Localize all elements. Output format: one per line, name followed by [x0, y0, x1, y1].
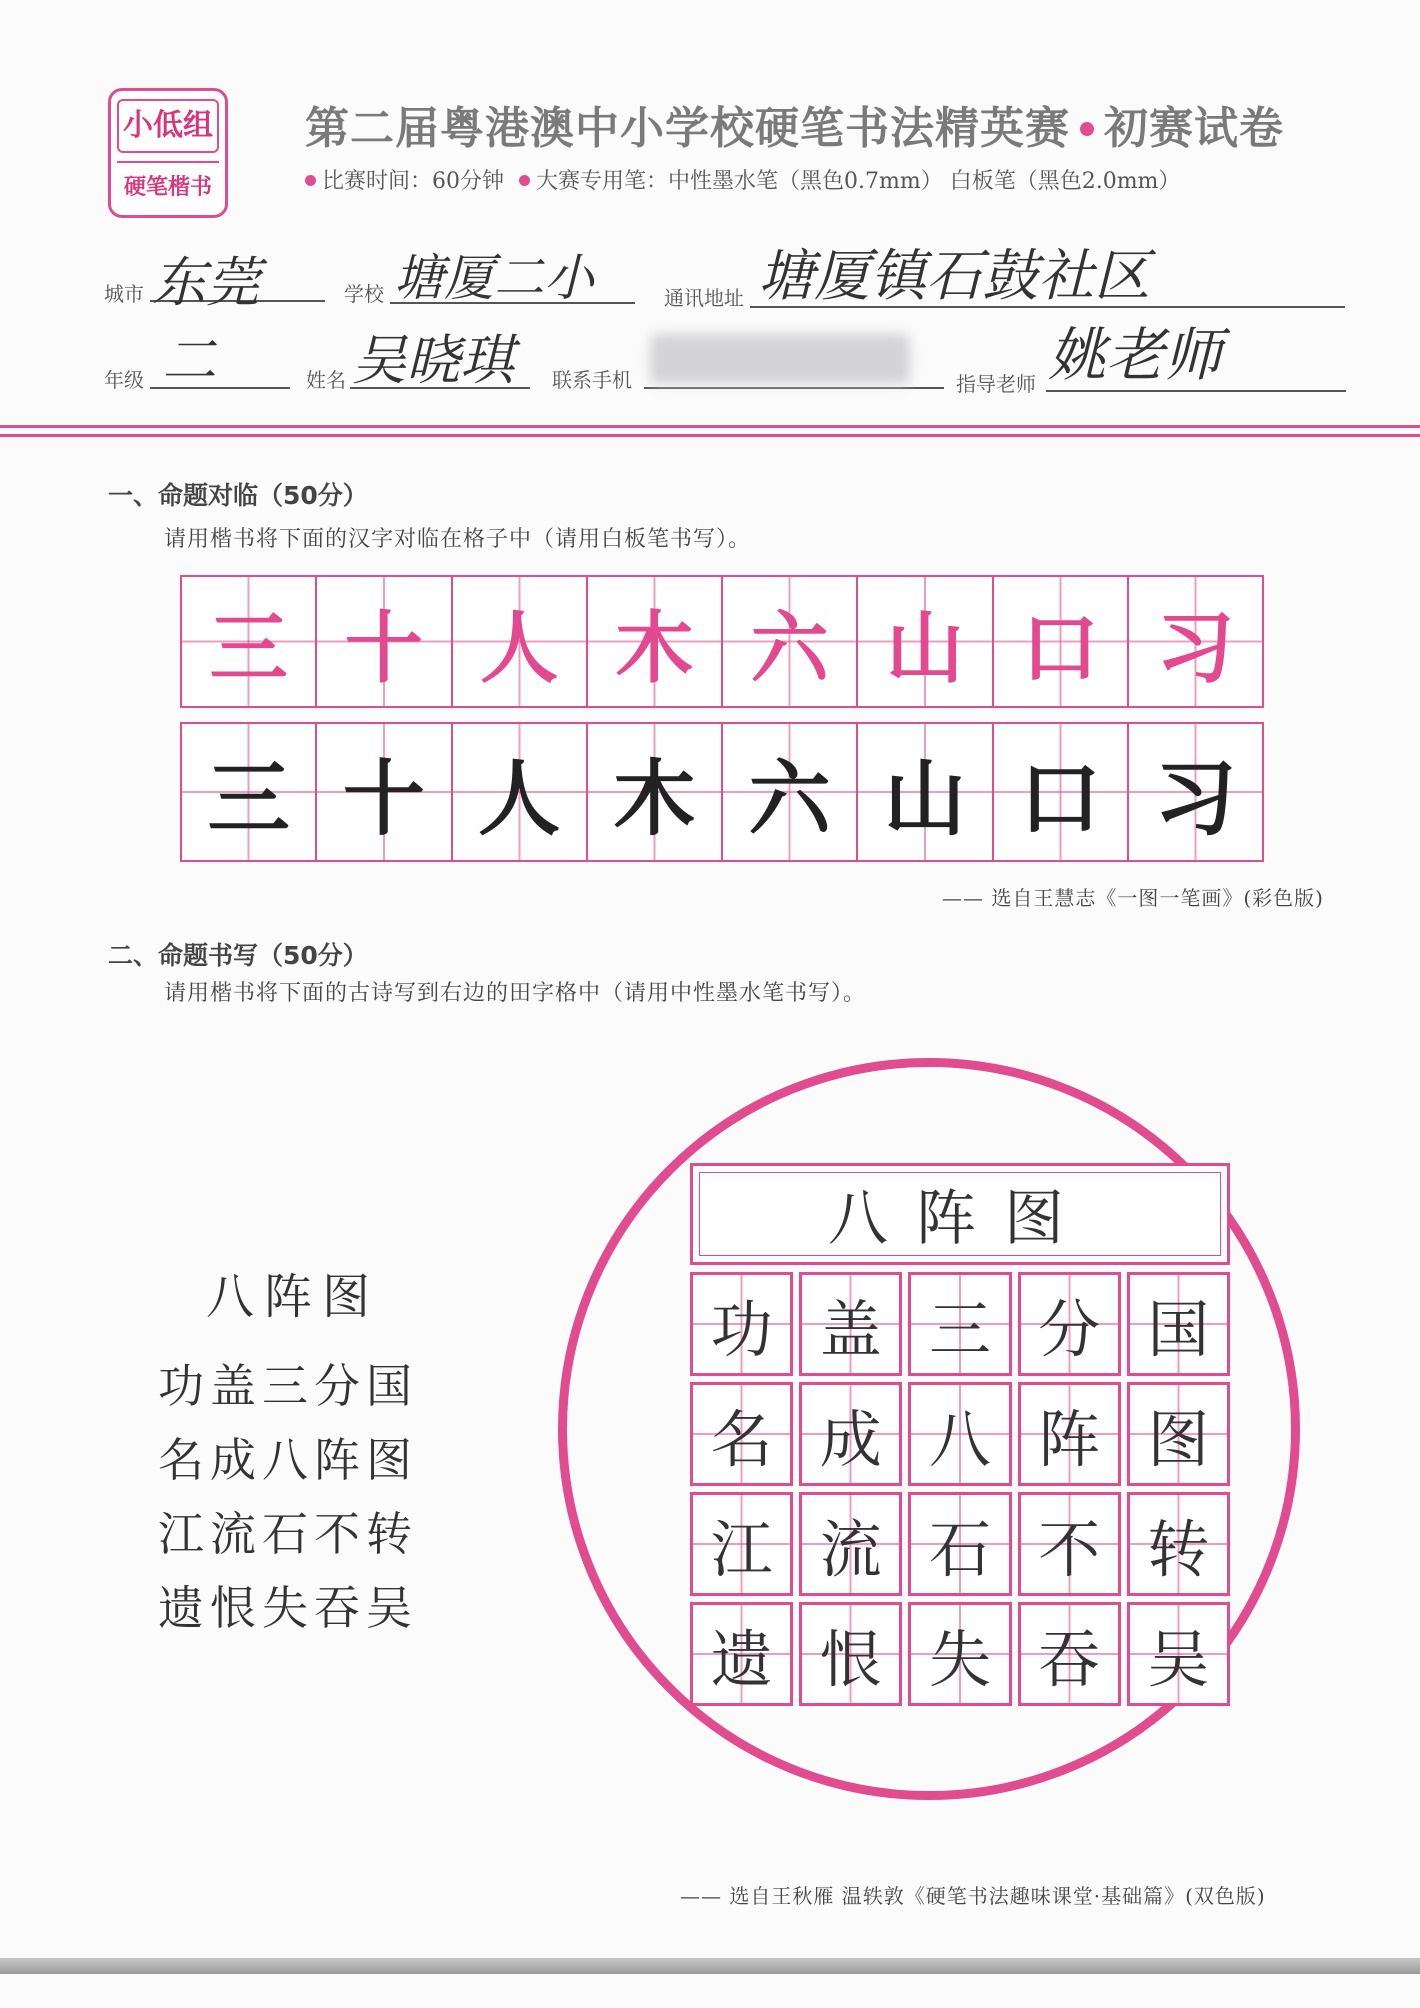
grid-cell — [182, 577, 317, 706]
grid-cell[interactable] — [317, 724, 452, 860]
section2-source: —— 选自王秋雁 温轶敦《硬笔书法趣味课堂·基础篇》(双色版) — [680, 1884, 1266, 1908]
written-title-box[interactable] — [690, 1163, 1230, 1265]
grade-label: 年级 — [104, 368, 144, 392]
exam-title — [305, 92, 1284, 156]
poem-line: 功盖三分国 — [158, 1359, 418, 1413]
written-char: 三 — [207, 751, 290, 847]
phone-label: 联系手机 — [552, 368, 632, 392]
header-divider — [0, 425, 1420, 428]
grid-cell — [317, 577, 452, 706]
grid-cell[interactable] — [994, 724, 1129, 860]
tianzige-row — [690, 1492, 1230, 1596]
section1-source: —— 选自王慧志《一图一笔画》(彩色版) — [942, 886, 1324, 910]
header-divider-second — [0, 434, 1420, 437]
bullet-dot-icon — [519, 175, 530, 186]
exam-title-main: 第二届粤港澳中小学校硬笔书法精英赛 — [305, 103, 1070, 154]
written-char: 木 — [613, 751, 696, 847]
poem-title: 八阵图 — [206, 1269, 381, 1325]
address-value: 塘厦镇石鼓社区 — [758, 244, 1150, 309]
model-char: 习 — [1156, 603, 1235, 694]
written-char: 习 — [1154, 751, 1237, 847]
written-poem-title: 八阵图 — [828, 1184, 1092, 1254]
written-char: 阵 — [1038, 1402, 1101, 1476]
written-char: 名 — [710, 1402, 773, 1476]
city-value: 东莞 — [152, 251, 260, 314]
written-char: 三 — [929, 1292, 992, 1366]
tianzige-cell[interactable] — [799, 1272, 902, 1376]
grid-cell[interactable] — [723, 724, 858, 860]
model-char: 十 — [344, 603, 423, 694]
address-label: 通讯地址 — [664, 286, 744, 310]
pen-info: 大赛专用笔：中性墨水笔（黑色0.7mm） 白板笔（黑色2.0mm） — [536, 169, 1181, 194]
tianzige-cell[interactable] — [1127, 1602, 1230, 1706]
written-char: 分 — [1038, 1292, 1101, 1366]
poem-line: 江流石不转 — [158, 1507, 418, 1561]
section2-description: 请用楷书将下面的古诗写到右边的田字格中（请用中性墨水笔书写）。 — [164, 981, 867, 1006]
written-char: 国 — [1147, 1292, 1210, 1366]
written-char: 八 — [929, 1402, 992, 1476]
school-value: 塘厦二小 — [394, 249, 594, 307]
grade-value: 二 — [162, 329, 216, 392]
written-char: 遗 — [710, 1622, 773, 1696]
grid-cell — [588, 577, 723, 706]
model-char: 木 — [615, 603, 694, 694]
model-char: 人 — [480, 603, 559, 694]
city-label: 城市 — [104, 282, 144, 306]
badge-category-label: 硬笔楷书 — [117, 161, 219, 211]
bullet-dot-icon — [1080, 122, 1094, 136]
model-char: 三 — [209, 603, 288, 694]
grid-cell — [858, 577, 993, 706]
written-char: 盖 — [819, 1292, 882, 1366]
tianzige-cell[interactable] — [690, 1602, 793, 1706]
time-info: 比赛时间：60分钟 — [322, 169, 504, 194]
model-char: 山 — [885, 603, 964, 694]
tianzige-cell[interactable] — [1127, 1382, 1230, 1486]
tianzige-cell[interactable] — [690, 1272, 793, 1376]
teacher-value: 姚老师 — [1048, 321, 1223, 389]
written-char: 石 — [929, 1512, 992, 1586]
written-char: 流 — [819, 1512, 882, 1586]
exam-info — [305, 164, 1180, 195]
poem-line: 名成八阵图 — [158, 1433, 418, 1487]
exam-title-suffix: 初赛试卷 — [1104, 103, 1284, 154]
name-value: 吴晓琪 — [352, 329, 514, 392]
teacher-label: 指导老师 — [956, 372, 1036, 396]
grid-cell[interactable] — [453, 724, 588, 860]
scan-bottom-edge — [0, 1958, 1420, 1974]
tianzige-cell[interactable] — [799, 1382, 902, 1486]
tianzige-cell[interactable] — [1018, 1602, 1121, 1706]
section2-title: 二、命题书写（50分） — [108, 941, 368, 970]
written-char: 口 — [1019, 751, 1102, 847]
grid-cell[interactable] — [588, 724, 723, 860]
badge-group-label: 小低组 — [117, 99, 219, 153]
grid-cell[interactable] — [858, 724, 993, 860]
tianzige-cell[interactable] — [1127, 1492, 1230, 1596]
tianzige-cell[interactable] — [1018, 1492, 1121, 1596]
tianzige-cell[interactable] — [1018, 1382, 1121, 1486]
written-char: 转 — [1147, 1512, 1210, 1586]
written-char: 十 — [342, 751, 425, 847]
written-char: 山 — [883, 751, 966, 847]
written-char: 功 — [710, 1292, 773, 1366]
tianzige-cell[interactable] — [799, 1492, 902, 1596]
tianzige-cell[interactable] — [799, 1602, 902, 1706]
section1-title: 一、命题对临（50分） — [108, 481, 368, 510]
grid-cell[interactable] — [182, 724, 317, 860]
tianzige-cell[interactable] — [908, 1602, 1011, 1706]
name-label: 姓名 — [306, 368, 346, 392]
tianzige-cell[interactable] — [908, 1382, 1011, 1486]
section1-description: 请用楷书将下面的汉字对临在格子中（请用白板笔书写）。 — [164, 527, 752, 552]
grid-cell — [723, 577, 858, 706]
practice-char-grid[interactable] — [180, 722, 1264, 862]
tianzige-row — [690, 1382, 1230, 1486]
written-char: 失 — [929, 1622, 992, 1696]
model-char: 六 — [750, 603, 829, 694]
written-char: 图 — [1147, 1402, 1210, 1476]
poem-line: 遗恨失吞吴 — [158, 1581, 418, 1635]
model-char: 口 — [1021, 603, 1100, 694]
tianzige-row — [690, 1272, 1230, 1376]
written-char: 恨 — [819, 1622, 882, 1696]
tianzige-cell[interactable] — [1127, 1272, 1230, 1376]
written-char: 不 — [1038, 1512, 1101, 1586]
bullet-dot-icon — [305, 175, 316, 186]
tianzige-cell[interactable] — [690, 1382, 793, 1486]
model-char-grid — [180, 575, 1264, 708]
written-char: 吴 — [1147, 1622, 1210, 1696]
grid-cell — [453, 577, 588, 706]
grid-cell — [1129, 577, 1262, 706]
written-char: 人 — [478, 751, 561, 847]
group-badge — [108, 88, 228, 218]
tianzige-cell[interactable] — [690, 1492, 793, 1596]
redacted-phone — [650, 334, 910, 384]
tianzige-cell[interactable] — [908, 1492, 1011, 1596]
tianzige-cell[interactable] — [908, 1272, 1011, 1376]
written-char: 六 — [748, 751, 831, 847]
written-char: 成 — [819, 1402, 882, 1476]
school-label: 学校 — [344, 282, 384, 306]
written-char: 江 — [710, 1512, 773, 1586]
grid-cell — [994, 577, 1129, 706]
tianzige-cell[interactable] — [1018, 1272, 1121, 1376]
tianzige-row — [690, 1602, 1230, 1706]
grid-cell[interactable] — [1129, 724, 1262, 860]
written-char: 吞 — [1038, 1622, 1101, 1696]
